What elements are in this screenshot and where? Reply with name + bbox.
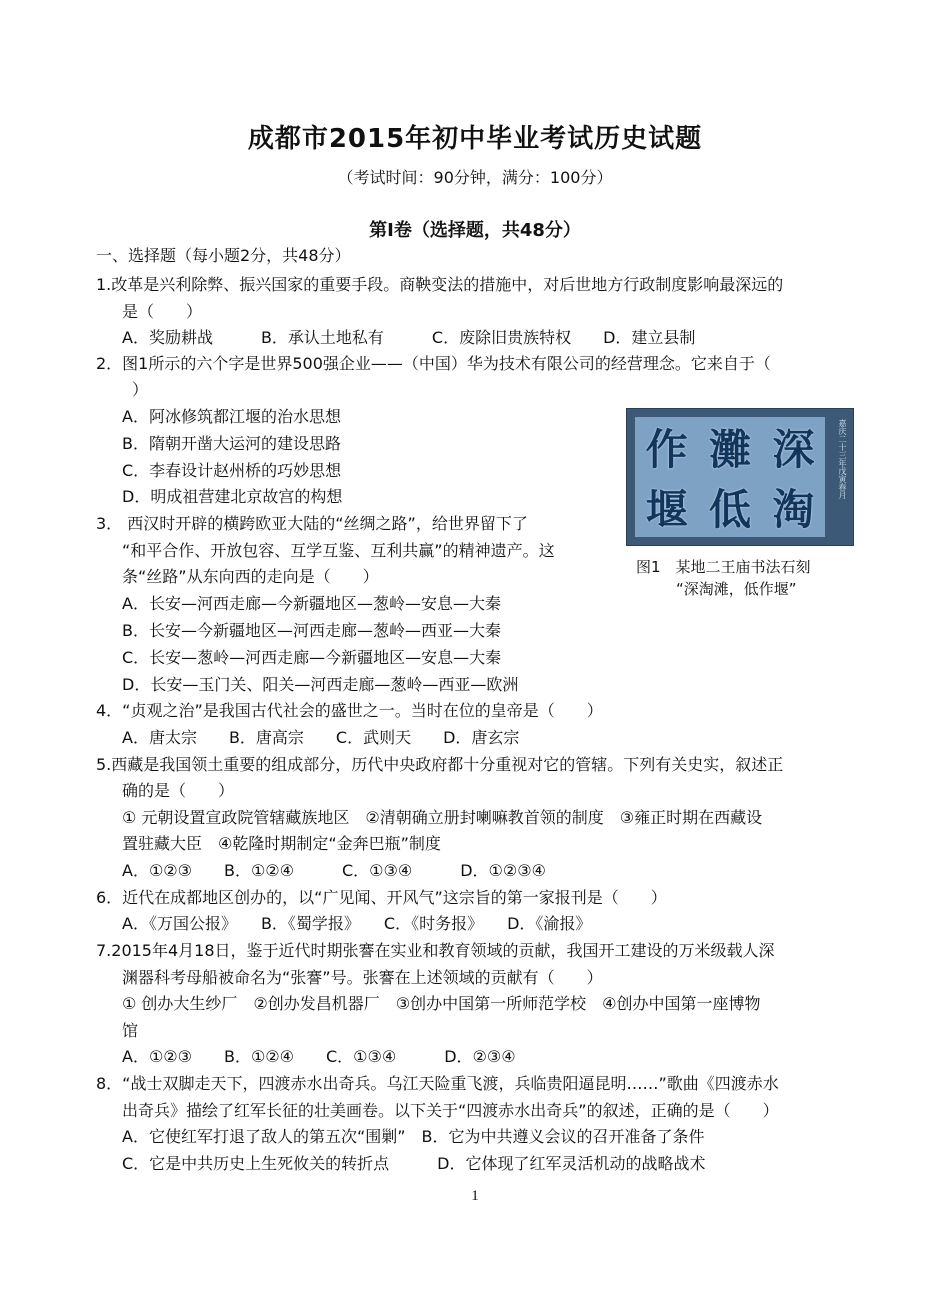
q2-option-d: D．明成祖营建北京故宫的构想 [122,487,343,506]
part-heading: 一、选择题（每小题2分，共48分） [96,246,351,265]
q2-option-a: A．阿冰修筑都江堰的治水思想 [122,407,341,426]
page-number: 1 [471,1188,479,1204]
q8-options-cd: C．它是中共历史上生死攸关的转折点 D．它体现了红军灵活机动的战略战术 [122,1154,706,1173]
calligraphy-side-inscription: 嘉庆二十三年戊寅春月 [838,419,847,499]
calligraphy-char: 堰 [645,485,688,534]
calligraphy-char: 灘 [708,425,751,474]
q1-stem-line1: 1.改革是兴利除弊、振兴国家的重要手段。商鞅变法的措施中，对后世地方行政制度影响最深远的 [96,275,784,294]
exam-title: 成都市2015年初中毕业考试历史试题 [247,124,703,154]
figure-1-caption: 图1 某地二王庙书法石刻 [636,558,811,576]
q3-option-d: D．长安—玉门关、阳关—河西走廊—葱岭—西亚—欧洲 [122,675,519,694]
q5-items-line2: 置驻藏大臣 ④乾隆时期制定“金奔巴瓶”制度 [122,834,441,853]
calligraphy-char: 低 [708,485,751,534]
q5-items-line1: ① 元朝设置宣政院管辖藏族地区 ②清朝确立册封喇嘛教首领的制度 ③雍正时期在西藏设 [122,808,763,827]
q6-options: A．《万国公报》 B．《蜀学报》 C．《时务报》 D．《渝报》 [122,914,592,933]
q2-stem-line2: ） [132,380,149,399]
q2-option-b: B．隋朝开凿大运河的建设思路 [122,434,341,453]
q4-stem: 4．“贞观之治”是我国古代社会的盛世之一。当时在位的皇帝是（ ） [96,701,603,720]
q2-option-c: C．李春设计赵州桥的巧妙思想 [122,461,342,480]
q4-options: A．唐太宗 B．唐高宗 C．武则天 D．唐玄宗 [122,728,520,747]
q5-stem-line1: 5.西藏是我国领土重要的组成部分，历代中央政府都十分重视对它的管辖。下列有关史实，叙述正 [96,755,784,774]
q3-stem-line1: 3． 西汉时开辟的横跨欧亚大陆的“丝绸之路”，给世界留下了 [96,514,528,533]
figure-1-caption-quote: “深淘滩，低作堰” [676,580,797,598]
q5-stem-line2: 确的是（ ） [122,781,235,800]
q8-stem-line1: 8．“战士双脚走天下，四渡赤水出奇兵。乌江天险重飞渡，兵临贵阳逼昆明……”歌曲《四渡赤水 [96,1074,779,1093]
q3-option-a: A．长安—河西走廊—今新疆地区—葱岭—安息—大秦 [122,594,501,613]
q1-stem-line2: 是（ ） [122,302,203,321]
q3-stem-line3: 条“丝路”从东向西的走向是（ ） [122,567,379,586]
q8-options-ab: A．它使红军打退了敌人的第五次“围剿” B．它为中共遵义会议的召开准备了条件 [122,1127,705,1146]
exam-subtitle: （考试时间：90分钟，满分：100分） [337,168,613,187]
q7-stem-line2: 渊器科考母船被命名为“张謇”号。张謇在上述领域的贡献有（ ） [122,968,603,987]
q6-stem: 6．近代在成都地区创办的，以“广见闻、开风气”这宗旨的第一家报刊是（ ） [96,888,667,907]
q7-items-line2: 馆 [122,1021,139,1040]
q7-options: A．①②③ B．①②④ C．①③④ D．②③④ [122,1047,516,1066]
q7-items-line1: ① 创办大生纱厂 ②创办发昌机器厂 ③创办中国第一所师范学校 ④创办中国第一座博物 [122,994,761,1013]
q8-stem-line2: 出奇兵》描绘了红军长征的壮美画卷。以下关于“四渡赤水出奇兵”的叙述，正确的是（ ） [122,1101,779,1120]
calligraphy-char: 深 [772,425,815,474]
figure-1-calligraphy-image [626,408,854,546]
q7-stem-line1: 7.2015年4月18日，鉴于近代时期张謇在实业和教育领域的贡献，我国开工建设的万米级载人深 [96,941,775,960]
q1-options: A．奖励耕战 B．承认土地私有 C．废除旧贵族特权 D．建立县制 [122,328,696,347]
calligraphy-characters [635,417,825,537]
calligraphy-char: 作 [645,425,688,474]
calligraphy-char: 淘 [772,485,815,534]
q2-stem-line1: 2．图1所示的六个字是世界500强企业——（中国）华为技术有限公司的经营理念。它来自于（ [96,354,771,373]
q3-option-c: C．长安—葱岭—河西走廊—今新疆地区—安息—大秦 [122,648,502,667]
q3-stem-line2: “和平合作、开放包容、互学互鉴、互利共赢”的精神遗产。这 [122,541,555,560]
section-heading: 第Ⅰ卷（选择题，共48分） [369,220,581,241]
q5-options: A．①②③ B．①②④ C．①③④ D．①②③④ [122,861,546,880]
q3-option-b: B．长安—今新疆地区—河西走廊—葱岭—西亚—大秦 [122,621,501,640]
